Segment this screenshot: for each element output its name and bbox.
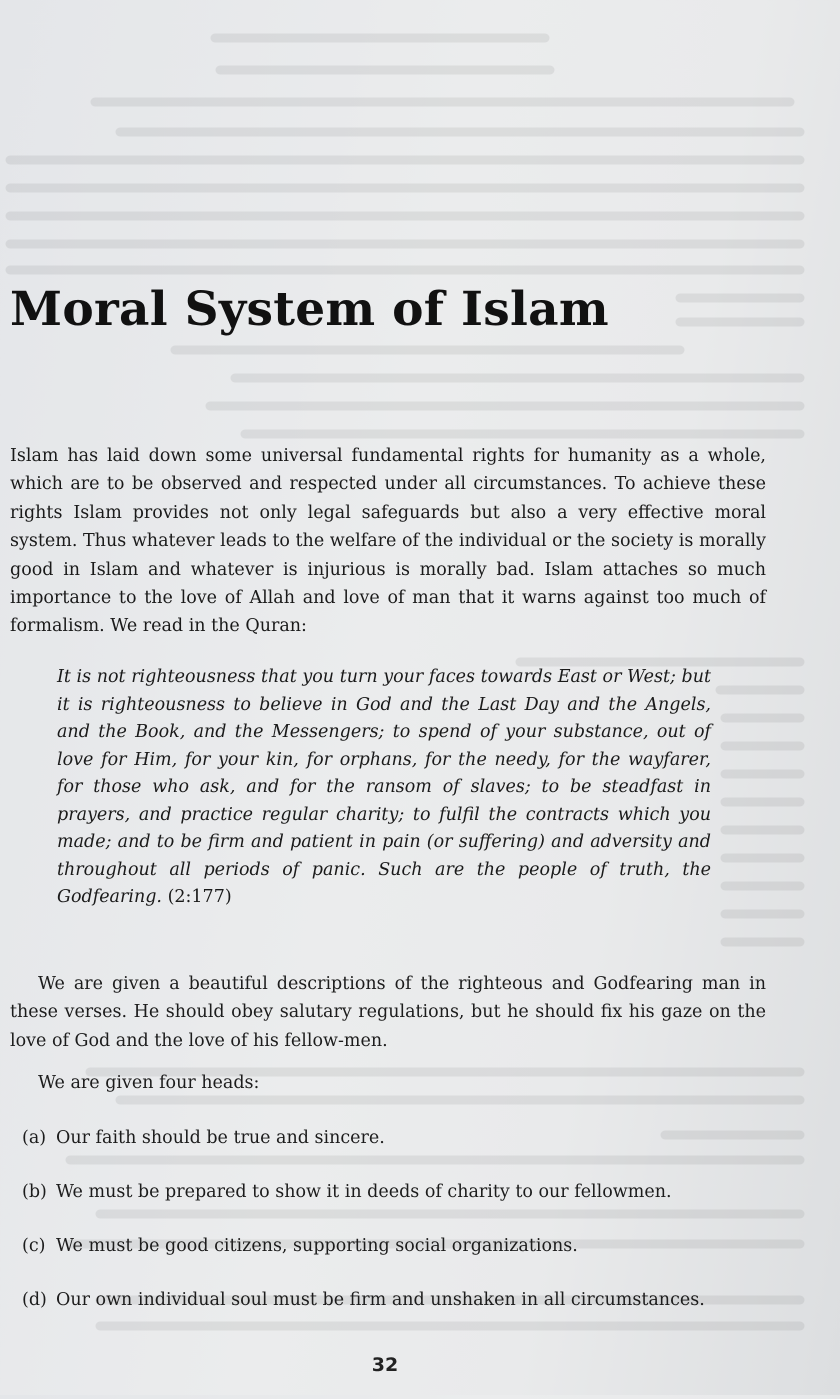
- list-item-text: We must be prepared to show it in deeds of charity to our fellowmen.: [56, 1182, 672, 1202]
- quote-reference: (2:177): [167, 887, 232, 907]
- chapter-title: Moral System of Islam: [10, 282, 609, 337]
- list-marker: (b): [22, 1182, 47, 1202]
- list-item-text: We must be good citizens, supporting social organizations.: [56, 1236, 578, 1256]
- list-marker: (a): [22, 1128, 47, 1148]
- page-number: 32: [371, 1354, 399, 1376]
- intro-paragraph: Islam has laid down some universal fundamental rights for humanity as a whole, which are to be observed and respected under all circumstances. To achieve these rights Islam provides not only legal safeguards but also a very effective moral system. Thus whatever leads to the welfare of the individual or the society is morally good in Islam and whatever is injurious is morally bad. Islam attaches so much importance to the love of Allah and love of man that it warns against too much of formalism. We read in the Quran:: [10, 446, 766, 637]
- list-item: [22, 1232, 772, 1260]
- heads-intro: We are given four heads:: [38, 1073, 260, 1093]
- list-item: [22, 1124, 772, 1152]
- list-item: [22, 1178, 772, 1206]
- quote-text: It is not righteousness that you turn your faces towards East or West; but it is righteousness to believe in God and the Last Day and the Angels, and the Book, and the Messengers; to spend of your substance, out of love for Him, for your kin, for orphans, for the needy, for the wayfarer, for those who ask, and for the ransom of slaves; to be steadfast in prayers, and practice regular charity; to fulfil the contracts which you made; and to be firm and patient in pain (or suffering) and adversity and throughout all periods of panic. Such are the people of truth, the Godfearing.: [57, 667, 711, 907]
- list-marker: (d): [22, 1290, 47, 1310]
- quran-quote: [57, 664, 711, 912]
- list-item: [22, 1286, 772, 1314]
- heads-list: [22, 1124, 772, 1340]
- list-item-text: Our faith should be true and sincere.: [56, 1128, 385, 1148]
- list-item-text: Our own individual soul must be firm and unshaken in all circumstances.: [56, 1290, 705, 1310]
- description-paragraph: We are given a beautiful descriptions of the righteous and Godfearing man in these verses. He should obey salutary regulations, but he should fix his gaze on the love of God and the love of his fellow-men.: [10, 974, 766, 1051]
- list-marker: (c): [22, 1236, 46, 1256]
